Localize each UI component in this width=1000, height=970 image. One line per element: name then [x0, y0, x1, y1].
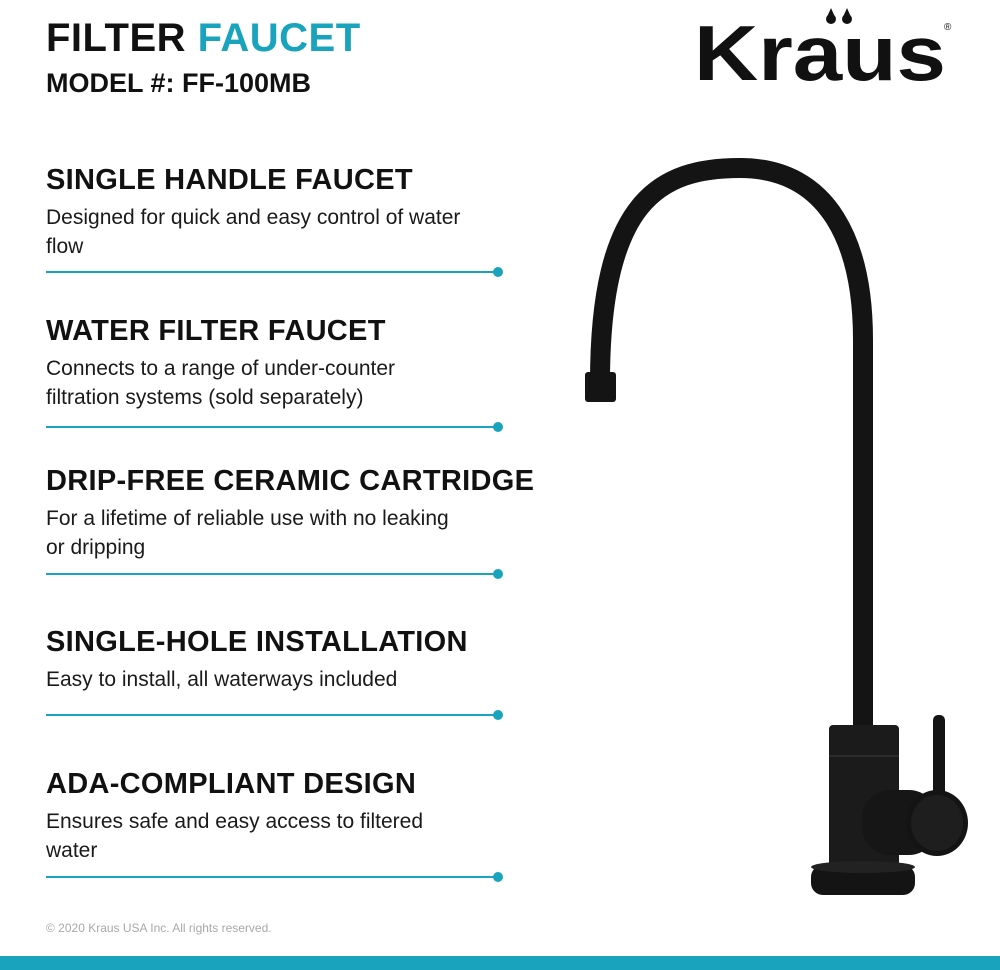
feature-description: Easy to install, all waterways included	[46, 668, 398, 691]
faucet-handle-lever	[933, 715, 945, 800]
divider-dot	[493, 710, 503, 720]
divider-dot	[493, 872, 503, 882]
faucet-handle-cap-highlight	[911, 795, 963, 851]
faucet-spout	[600, 168, 863, 735]
faucet-body-band	[829, 755, 899, 757]
logo-registered-mark: ®	[944, 22, 952, 33]
faucet-image	[575, 150, 985, 910]
bottom-accent-bar	[0, 956, 1000, 970]
divider	[46, 714, 498, 716]
model-number: MODEL #: FF-100MB	[46, 68, 312, 98]
feature-heading: SINGLE HANDLE FAUCET	[46, 164, 413, 196]
divider	[46, 271, 498, 273]
feature-heading: WATER FILTER FAUCET	[46, 315, 386, 347]
feature-description: Connects to a range of under-counter filtration systems (sold separately)	[46, 357, 396, 409]
feature-ada-compliant	[46, 767, 546, 865]
feature-single-handle	[46, 163, 546, 261]
divider	[46, 876, 498, 878]
divider-dot	[493, 569, 503, 579]
feature-heading: DRIP-FREE CERAMIC CARTRIDGE	[46, 465, 535, 497]
divider-dot	[493, 422, 503, 432]
copyright-text: © 2020 Kraus USA Inc. All rights reserved.	[46, 921, 272, 935]
divider-dot	[493, 267, 503, 277]
feature-heading: ADA-COMPLIANT DESIGN	[46, 768, 417, 800]
feature-water-filter	[46, 314, 546, 412]
logo-wordmark: Kraus	[694, 9, 946, 88]
title-part-1: FILTER	[46, 16, 187, 60]
page-title	[46, 14, 361, 62]
faucet-spout-tip	[585, 372, 616, 402]
divider	[46, 426, 498, 428]
divider	[46, 573, 498, 575]
title-part-2: FAUCET	[197, 16, 361, 60]
feature-ceramic-cartridge	[46, 464, 546, 562]
faucet-base-top	[811, 861, 915, 873]
feature-single-hole	[46, 625, 546, 694]
feature-heading: SINGLE-HOLE INSTALLATION	[46, 626, 468, 658]
kraus-logo	[694, 6, 956, 88]
feature-description: For a lifetime of reliable use with no leaking or dripping	[46, 507, 449, 559]
feature-description: Ensures safe and easy access to filtered water	[46, 810, 424, 862]
feature-description: Designed for quick and easy control of water flow	[46, 206, 461, 258]
